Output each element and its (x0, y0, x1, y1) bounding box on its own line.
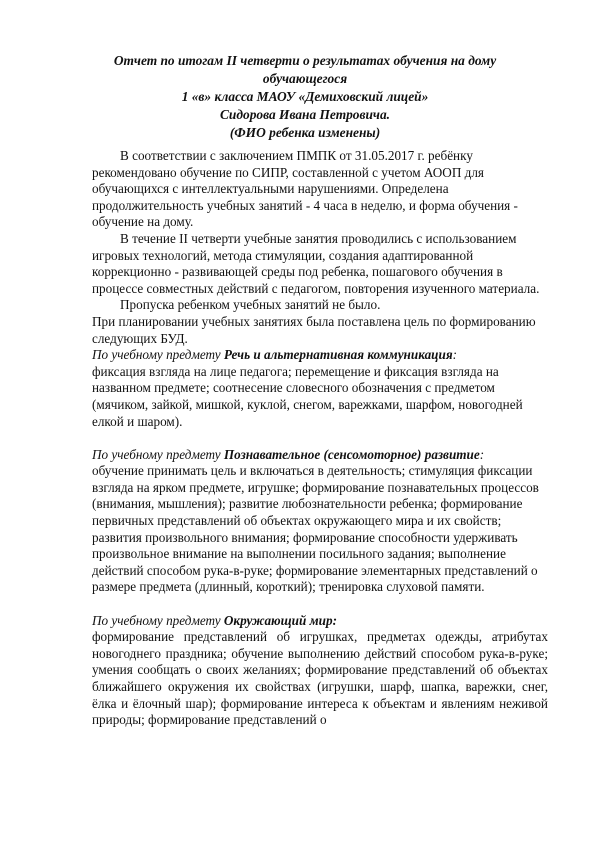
spacer (92, 596, 548, 613)
section-prefix: По учебному предмету (92, 347, 224, 363)
section-heading-world (92, 613, 548, 630)
section-subject: Окружающий мир: (223, 612, 337, 628)
section-text-cognitive: обучение принимать цель и включаться в деятельность; стимуляция фиксации взгляда на ярком предмете, игрушке; формирование познавательных процессов (внимания, мышления); развитие любознательности ребенка; формирование первичных представлений об объектах окружающего мира и их свойств; развития произвольного внимания; формирование способности удерживать произвольное внимание на выполнении посильного задания; выполнение действий способом рука-в-руке; формирование элементарных представлений о размере предмета (длинный, короткий); тренировка слуховой памяти. (92, 463, 539, 595)
section-heading-cognitive (92, 447, 548, 464)
section-suffix: : (479, 446, 485, 462)
paragraph-methods: В течение II четверти учебные занятия проводились с использованием игровых технологий, метода стимуляции, создания адаптированной коррекционно - развивающей среды под ребенка, пошагового обучения в процессе совместных действий с педагогом, повторения изученного материала. (92, 230, 540, 296)
document-title (90, 52, 520, 142)
section-text-speech: фиксация взгляда на лице педагога; перемещение и фиксация взгляда на названном предмете; соотнесение словесного обозначения с предметом (мячиком, зайкой, мишкой, куклой, снегом, варежками, шарфом, новогодней елкой и шаром). (92, 363, 523, 429)
title-line: Отчет по итогам II четверти о результатах обучения на дому (113, 53, 497, 68)
spacer (92, 430, 548, 447)
title-line: обучающегося (262, 71, 348, 86)
paragraph-conclusion: В соответствии с заключением ПМПК от 31.05.2017 г. ребёнку рекомендовано обучение по СИПР, составленной с учетом АООП для обучающихся с интеллектуальными нарушениями. Определена продолжительность учебных занятий - 4 часа в неделю, и форма обучения - обучение на дому. (92, 148, 518, 230)
document-body (92, 148, 548, 729)
title-class-line: 1 «в» класса МАОУ «Демиховский лицей» (181, 89, 429, 104)
section-suffix: : (452, 347, 458, 363)
paragraph-absences: Пропуска ребенком учебных занятий не было. (120, 297, 381, 313)
section-heading-speech (92, 347, 548, 364)
section-text-world: формирование представлений об игрушках, предметах одежды, атрибутах новогоднего праздника; обучение выполнению действий способом рука-в-руке; умения сообщать о своих желаниях; формирование представлений об объектах ближайшего окружения их свойствах (игрушки, шарф, шапка, варежки, снег, ёлка и ёлочный шар); формирование интереса к объектам и явлениям неживой природы; формирование представлений о (92, 629, 548, 728)
section-subject: Речь и альтернативная коммуникация (223, 347, 453, 363)
section-subject: Познавательное (сенсомоторное) развитие (223, 446, 480, 462)
section-prefix: По учебному предмету (92, 612, 224, 628)
title-note: (ФИО ребенка изменены) (229, 125, 381, 140)
section-prefix: По учебному предмету (92, 446, 224, 462)
title-student-name: Сидорова Ивана Петровича. (219, 107, 390, 122)
paragraph-goal: При планировании учебных занятиях была поставлена цель по формированию следующих БУД. (92, 313, 536, 346)
